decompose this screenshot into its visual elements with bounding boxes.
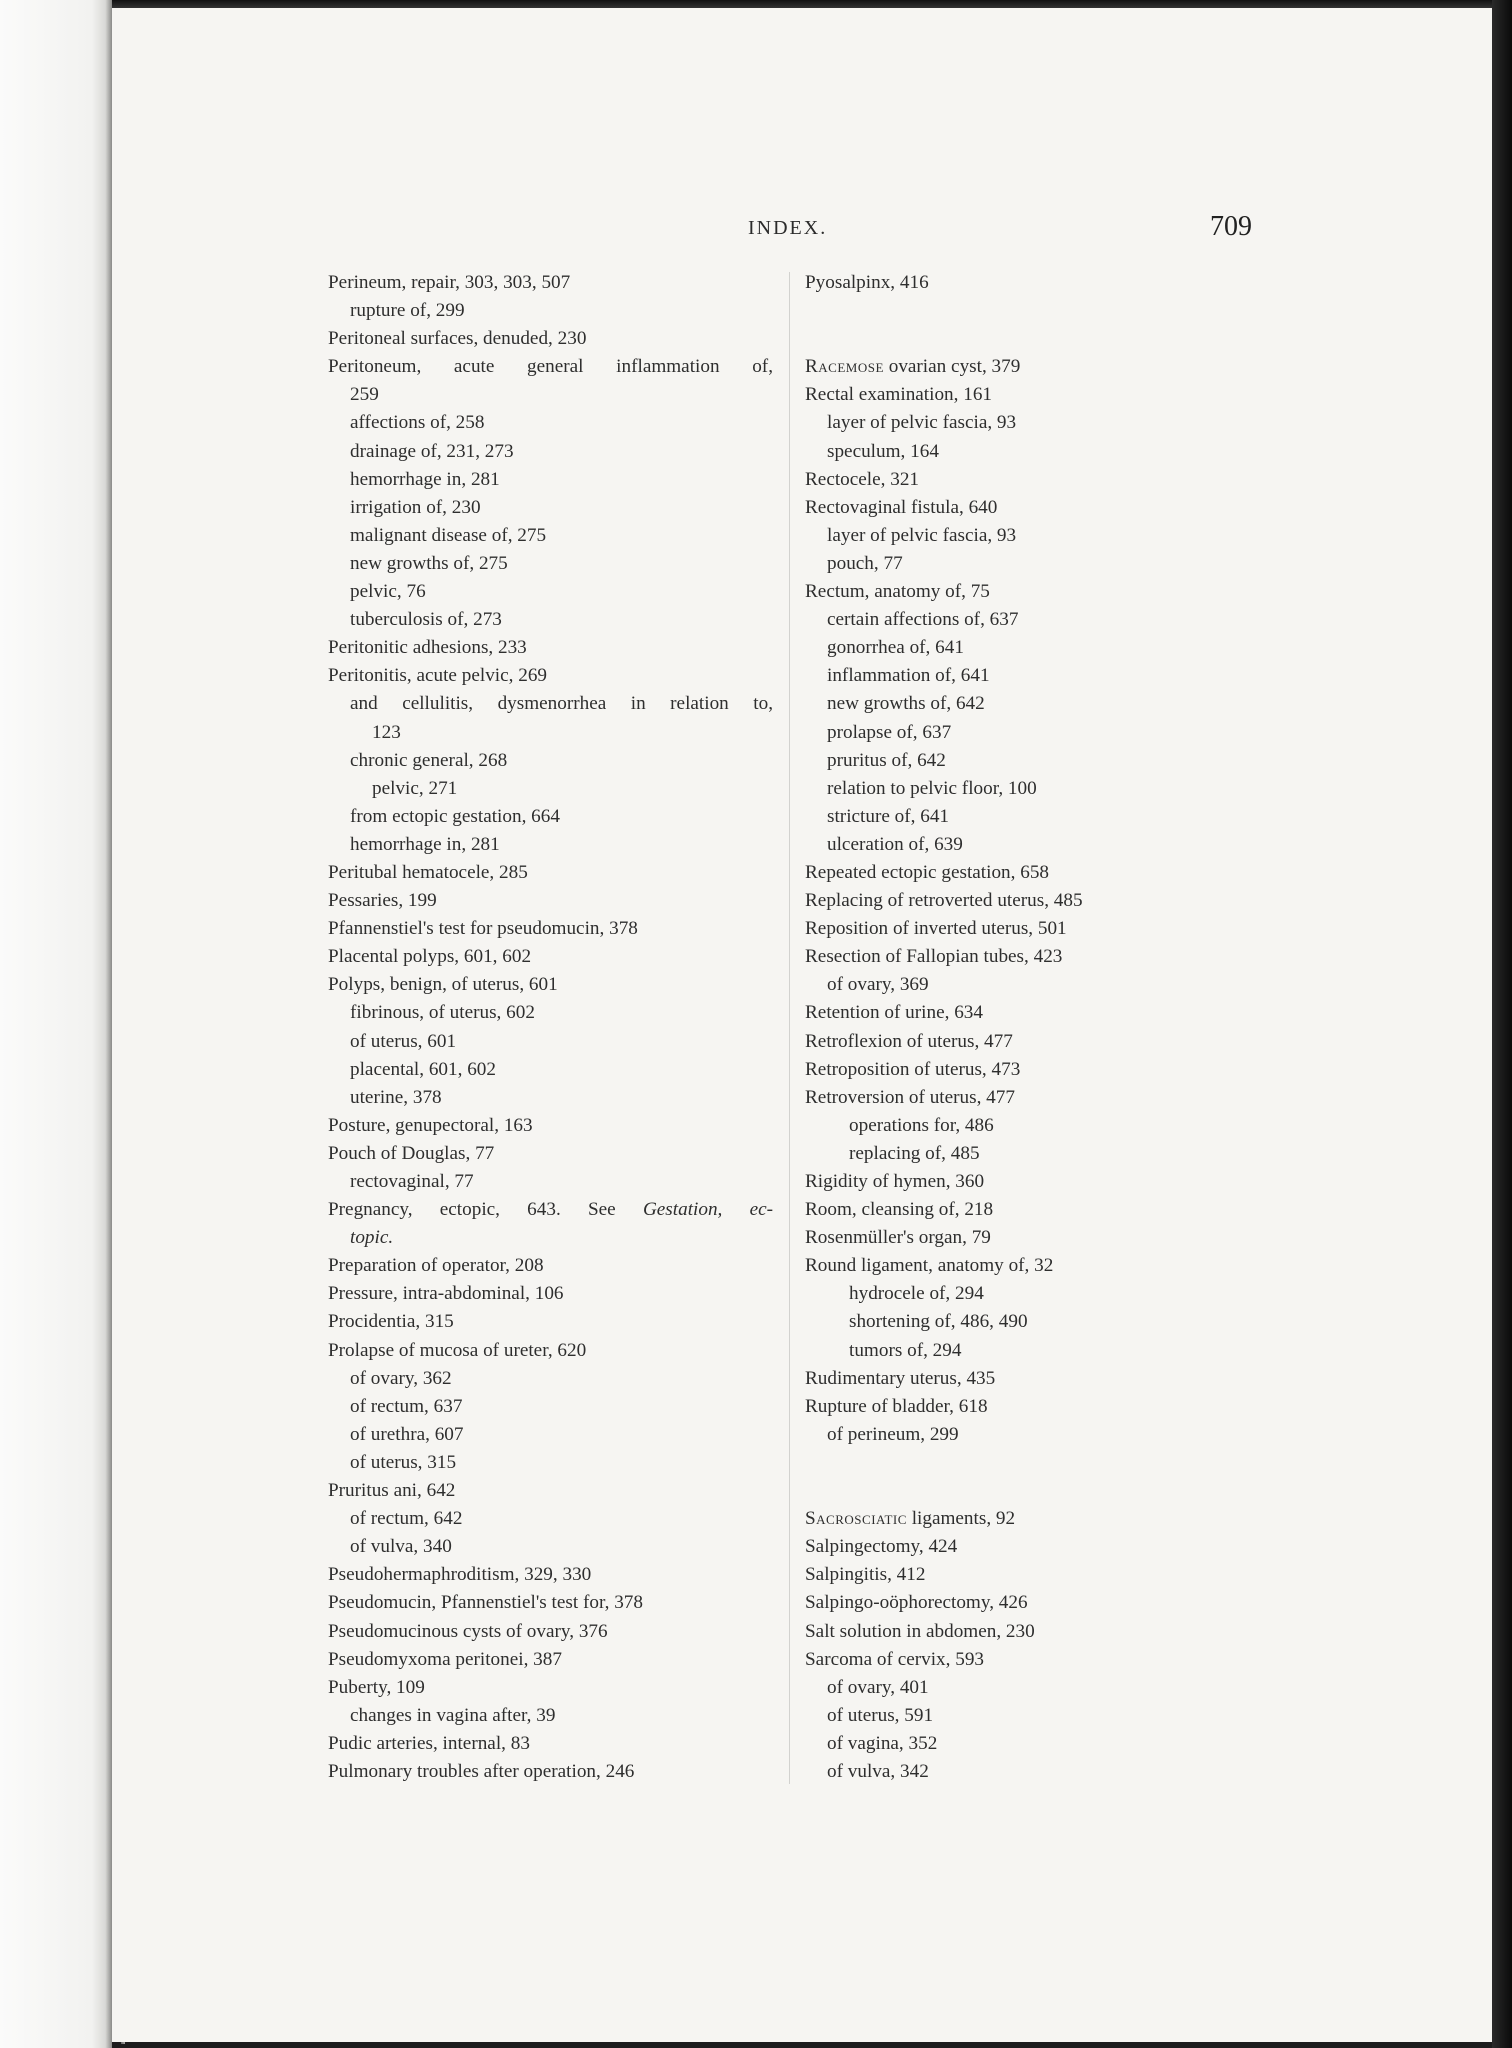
index-entry [805,943,1235,971]
index-entry [328,662,773,690]
index-subentry [328,1449,773,1477]
left-page-margin [0,0,112,2048]
entry-text: speculum, 164 [827,440,939,462]
entry-text: Pouch of Douglas, 77 [328,1142,495,1164]
book-page [112,8,1492,2042]
entry-text: Peritonitic adhesions, 233 [328,637,527,659]
entry-text: Salpingectomy, 424 [805,1536,958,1558]
entry-text: operations for, 486 [849,1114,994,1136]
entry-text: affections of, 258 [350,412,485,434]
index-entry [805,1618,1235,1646]
entry-text: layer of pelvic fascia, 93 [827,412,1017,434]
index-entry [805,353,1235,381]
entry-text: and cellulitis, dysmenorrhea in relation to, [350,693,773,715]
entry-text: of uterus, 315 [350,1451,457,1473]
entry-text: gonorrhea of, 641 [827,637,964,659]
entry-text: pruritus of, 642 [827,749,946,771]
index-entry [328,1337,773,1365]
entry-text: Salpingitis, 412 [805,1564,926,1586]
index-subentry [805,1308,1235,1336]
entry-text: of ovary, 362 [350,1367,452,1389]
entry-text: of perineum, 299 [827,1423,959,1445]
entry-text: Salt solution in abdomen, 230 [805,1620,1035,1642]
index-entry [328,1730,773,1758]
index-subentry [805,409,1235,437]
index-entry [328,1280,773,1308]
entry-text: Retroflexion of uterus, 477 [805,1030,1013,1052]
entry-text: Perineum, repair, 303, 303, 507 [328,272,571,293]
index-entry [328,943,773,971]
entry-text: of uterus, 601 [350,1030,457,1052]
index-entry [328,1308,773,1336]
index-entry [328,971,773,999]
index-subentry [328,690,773,718]
index-entry [805,1533,1235,1561]
entry-text: Sarcoma of cervix, 593 [805,1648,985,1670]
index-entry [328,269,773,297]
index-entry [805,1224,1235,1252]
index-entry [328,859,773,887]
entry-text: Pyosalpinx, 416 [805,272,929,293]
entry-text: 259 [350,384,379,406]
index-entry [328,887,773,915]
entry-text: Rectal examination, 161 [805,384,993,406]
entry-text: Pseudohermaphroditism, 329, 330 [328,1564,592,1586]
entry-text: of ovary, 369 [827,974,929,996]
index-subentry [328,381,773,409]
entry-text: placental, 601, 602 [350,1058,496,1080]
entry-text: of urethra, 607 [350,1423,464,1445]
index-entry [328,634,773,662]
entry-text: malignant disease of, 275 [350,524,547,546]
index-entry [805,999,1235,1027]
entry-text: Procidentia, 315 [328,1311,454,1333]
index-subentry [328,803,773,831]
entry-text: certain affections of, 637 [827,609,1019,631]
index-entry [805,1252,1235,1280]
index-subentry [805,1730,1235,1758]
section-lead-word: Sacrosciatic [805,1508,907,1530]
entry-text: uterine, 378 [350,1086,442,1108]
index-entry [805,859,1235,887]
index-entry [805,1365,1235,1393]
entry-text: Pseudomucin, Pfannenstiel's test for, 378 [328,1592,643,1614]
index-entry [328,325,773,353]
entry-text: inflammation of, 641 [827,665,990,687]
entry-text: new growths of, 642 [827,693,985,715]
entry-text: pouch, 77 [827,552,903,574]
index-subentry [805,662,1235,690]
entry-text: Pseudomucinous cysts of ovary, 376 [328,1620,608,1642]
index-subentry [805,550,1235,578]
index-entry [328,1477,773,1505]
entry-text: Pulmonary troubles after operation, 246 [328,1760,635,1782]
index-subentry [328,1224,773,1252]
entry-text: Retention of urine, 634 [805,1002,983,1024]
index-subentry [805,1112,1235,1140]
index-subentry [328,1084,773,1112]
section-spacer [805,297,1235,353]
entry-text: Retroversion of uterus, 477 [805,1086,1015,1108]
index-entry [328,1112,773,1140]
top-edge-shadow [112,0,1512,8]
entry-text: hydrocele of, 294 [849,1283,984,1305]
index-subentry [328,466,773,494]
index-entry [328,1618,773,1646]
index-entry [805,915,1235,943]
index-subentry [805,1758,1235,1786]
index-subentry [328,831,773,859]
index-entry [328,353,773,381]
index-entry [328,1196,773,1224]
entry-text: Pregnancy, ectopic, 643. See [328,1199,616,1221]
cross-reference: topic. [350,1227,394,1249]
entry-text: layer of pelvic fascia, 93 [827,524,1017,546]
index-entry [328,1561,773,1589]
entry-text: Posture, genupectoral, 163 [328,1114,533,1136]
index-entry [805,1561,1235,1589]
index-subentry [805,1674,1235,1702]
entry-text: Repeated ectopic gestation, 658 [805,861,1050,883]
entry-text: Placental polyps, 601, 602 [328,946,532,968]
index-subentry [328,1533,773,1561]
section-spacer [805,1449,1235,1505]
entry-text: ulceration of, 639 [827,833,963,855]
index-entry [805,578,1235,606]
entry-text: Pessaries, 199 [328,890,437,912]
entry-text: Peritubal hematocele, 285 [328,861,528,883]
entry-text: of ovary, 401 [827,1676,929,1698]
index-subentry [805,831,1235,859]
entry-text: fibrinous, of uterus, 602 [350,1002,535,1024]
index-subentry [805,690,1235,718]
index-subentry [328,297,773,325]
entry-text: of rectum, 637 [350,1395,463,1417]
index-subentry [328,606,773,634]
entry-text: Peritoneum, acute general inflammation of, [328,356,773,378]
index-subentry [805,1140,1235,1168]
entry-text: tumors of, 294 [849,1339,962,1361]
index-subentry [805,634,1235,662]
entry-text: ligaments, 92 [906,1508,1016,1530]
index-subentry [805,1337,1235,1365]
index-entry [328,1674,773,1702]
index-subentry [805,719,1235,747]
index-entry [328,1252,773,1280]
entry-text: changes in vagina after, 39 [350,1704,556,1726]
entry-text: Pudic arteries, internal, 83 [328,1732,530,1754]
page-title: INDEX. [748,217,828,239]
index-entry [328,915,773,943]
entry-text: ovarian cyst, 379 [883,356,1021,378]
entry-text: Rudimentary uterus, 435 [805,1367,996,1389]
entry-text: irrigation of, 230 [350,496,481,518]
right-edge-shadow [1492,0,1512,2048]
index-subentry [328,438,773,466]
index-subentry [328,775,773,803]
entry-text: Puberty, 109 [328,1676,425,1698]
index-entry [328,1140,773,1168]
index-entry [805,1084,1235,1112]
entry-text: rectovaginal, 77 [350,1171,474,1192]
entry-text: Rectum, anatomy of, 75 [805,581,990,603]
page-number: 709 [1210,211,1252,242]
section-lead-word: Racemose [805,356,884,378]
entry-text: of vulva, 342 [827,1760,929,1782]
entry-text: from ectopic gestation, 664 [350,805,560,827]
entry-text: prolapse of, 637 [827,721,952,743]
entry-text: Retroposition of uterus, 473 [805,1058,1021,1080]
index-entry [805,1168,1235,1196]
entry-text: Replacing of retroverted uterus, 485 [805,890,1083,912]
index-column-right [805,269,1235,1786]
index-subentry [805,747,1235,775]
entry-text: Room, cleansing of, 218 [805,1199,994,1221]
entry-text: chronic general, 268 [350,749,508,771]
entry-text: of uterus, 591 [827,1704,934,1726]
entry-text: Round ligament, anatomy of, 32 [805,1255,1054,1277]
index-subentry [805,606,1235,634]
index-entry [805,381,1235,409]
index-entry [805,1646,1235,1674]
cross-reference: Gestation, ec- [642,1199,773,1221]
index-subentry [328,578,773,606]
index-entry [805,1056,1235,1084]
entry-text: Rigidity of hymen, 360 [805,1171,985,1192]
index-subentry [328,1393,773,1421]
entry-text: drainage of, 231, 273 [350,440,514,462]
index-subentry [805,1280,1235,1308]
entry-text: Resection of Fallopian tubes, 423 [805,946,1063,968]
index-subentry [328,1505,773,1533]
entry-text: Rupture of bladder, 618 [805,1395,988,1417]
entry-text: new growths of, 275 [350,552,508,574]
index-subentry [805,1702,1235,1730]
index-entry [805,269,1235,297]
entry-text: Pruritus ani, 642 [328,1480,456,1502]
index-subentry [328,1056,773,1084]
entry-text: Prolapse of mucosa of ureter, 620 [328,1339,587,1361]
index-subentry [328,1168,773,1196]
entry-text: Preparation of operator, 208 [328,1255,544,1277]
index-subentry [328,747,773,775]
index-subentry [328,494,773,522]
index-entry [328,1758,773,1786]
index-entry [805,494,1235,522]
entry-text: 123 [372,721,401,743]
index-subentry [328,1702,773,1730]
entry-text: Salpingo-oöphorectomy, 426 [805,1592,1028,1614]
entry-text: Rectovaginal fistula, 640 [805,496,998,518]
entry-text: pelvic, 76 [350,581,426,603]
index-column-left [328,269,773,1786]
index-subentry [328,409,773,437]
entry-text: relation to pelvic floor, 100 [827,777,1037,799]
index-subentry [805,803,1235,831]
entry-text: hemorrhage in, 281 [350,468,500,490]
entry-text: rupture of, 299 [350,300,465,322]
entry-text: of vagina, 352 [827,1732,938,1754]
entry-text: shortening of, 486, 490 [849,1311,1028,1333]
entry-text: Reposition of inverted uterus, 501 [805,918,1067,940]
entry-text: Polyps, benign, of uterus, 601 [328,974,558,996]
column-divider [789,272,790,1784]
entry-text: tuberculosis of, 273 [350,609,502,631]
index-subentry [328,1028,773,1056]
index-entry [805,1393,1235,1421]
entry-text: Pressure, intra-abdominal, 106 [328,1283,564,1305]
index-entry [805,1589,1235,1617]
index-entry [805,1028,1235,1056]
index-subentry [328,522,773,550]
index-entry [328,1646,773,1674]
entry-text: pelvic, 271 [372,777,458,799]
index-subentry [805,971,1235,999]
entry-text: of vulva, 340 [350,1536,452,1558]
entry-text: Peritonitis, acute pelvic, 269 [328,665,548,687]
index-entry [328,1589,773,1617]
index-subentry [328,719,773,747]
index-subentry [328,999,773,1027]
index-subentry [805,438,1235,466]
entry-text: Rectocele, 321 [805,468,920,490]
index-entry [805,1196,1235,1224]
index-subentry [805,1421,1235,1449]
index-entry [805,887,1235,915]
index-entry [805,466,1235,494]
entry-text: Pseudomyxoma peritonei, 387 [328,1648,562,1670]
index-subentry [328,550,773,578]
entry-text: Peritoneal surfaces, denuded, 230 [328,328,587,350]
index-subentry [805,775,1235,803]
entry-text: of rectum, 642 [350,1508,463,1530]
index-subentry [805,522,1235,550]
index-entry [805,1505,1235,1533]
entry-text: replacing of, 485 [849,1142,980,1164]
index-subentry [328,1421,773,1449]
entry-text: Pfannenstiel's test for pseudomucin, 378 [328,918,638,940]
entry-text: stricture of, 641 [827,805,950,827]
index-subentry [328,1365,773,1393]
entry-text: hemorrhage in, 281 [350,833,500,855]
entry-text: Rosenmüller's organ, 79 [805,1227,991,1249]
